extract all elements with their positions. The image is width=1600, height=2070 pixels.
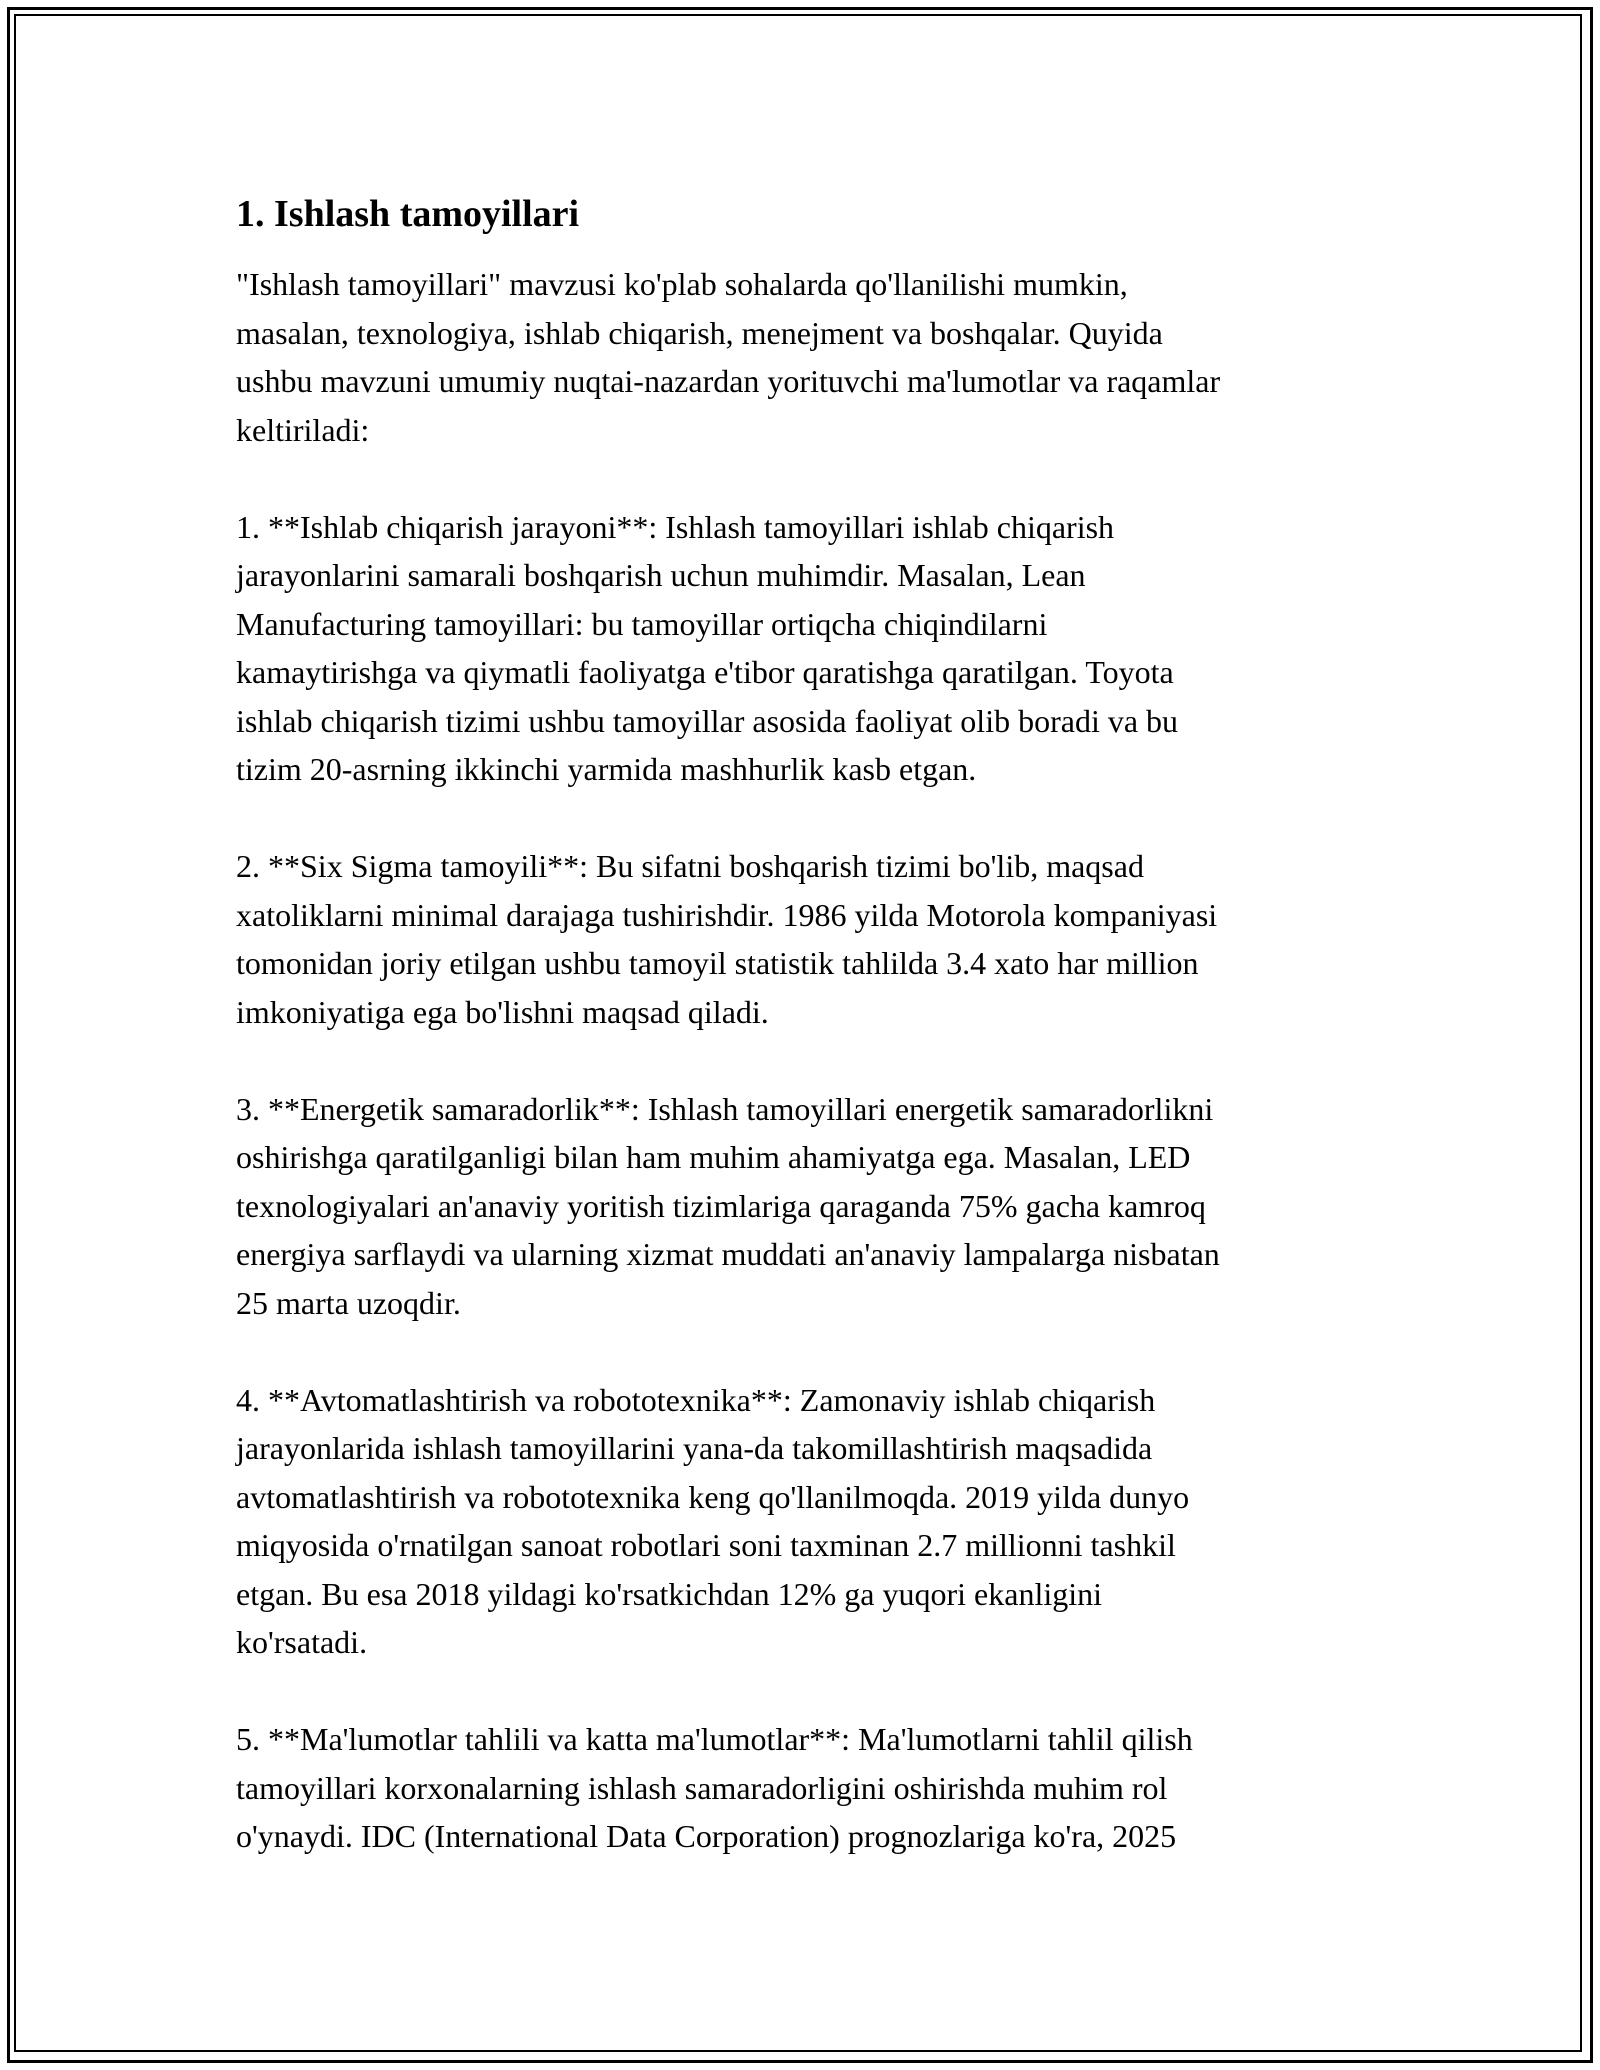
list-item-production-process: 1. **Ishlab chiqarish jarayoni**: Ishlash tamoyillari ishlab chiqarish jarayonlarini samarali boshqarish uchun muhimdir. Masalan, Lean Manufacturing tamoyillari: bu tamoyillar ortiqcha chiqindilarni kamaytirishga va qiymatli faoliyatga e'tibor qaratishga qaratilgan. Toyota ishlab chiqarish tizimi ushbu tamoyillar asosida faoliyat olib boradi va bu tizim 20-asrning ikkinchi yarmida mashhurlik kasb etgan. xyxy=(236,508,1179,787)
list-item-data-analysis: 5. **Ma'lumotlar tahlili va katta ma'lumotlar**: Ma'lumotlarni tahlil qilish tamoyillari korxonalarning ishlash samaradorligini oshirishda muhim rol o'ynaydi. IDC (International Data Corporation) prognozlariga ko'ra, 2025 xyxy=(236,1721,1193,1854)
document-body xyxy=(236,188,1376,1861)
section-heading: 1. Ishlash tamoyillari xyxy=(236,193,580,235)
intro-paragraph: "Ishlash tamoyillari" mavzusi ko'plab sohalarda qo'llanilishi mumkin, masalan, texnologiya, ishlab chiqarish, menejment va boshqalar. Quyida ushbu mavzuni umumiy nuqtai-nazardan yorituvchi ma'lumotlar va raqamlar keltiriladi: xyxy=(236,266,1221,448)
list-item-automation-robotics: 4. **Avtomatlashtirish va robototexnika**: Zamonaviy ishlab chiqarish jarayonlarida ishlash tamoyillarini yana-da takomillashtirish maqsadida avtomatlashtirish va robototexnika keng qo'llanilmoqda. 2019 yilda dunyo miqyosida o'rnatilgan sanoat robotlari soni taxminan 2.7 millionni tashkil etgan. Bu esa 2018 yildagi ko'rsatkichdan 12% ga yuqori ekanligini ko'rsatadi. xyxy=(236,1381,1190,1660)
list-item-six-sigma: 2. **Six Sigma tamoyili**: Bu sifatni boshqarish tizimi bo'lib, maqsad xatoliklarni minimal darajaga tushirishdir. 1986 yilda Motorola kompaniyasi tomonidan joriy etilgan ushbu tamoyil statistik tahlilda 3.4 xato har million imkoniyatiga ega bo'lishni maqsad qiladi. xyxy=(236,848,1218,1030)
list-item-energy-efficiency: 3. **Energetik samaradorlik**: Ishlash tamoyillari energetik samaradorlikni oshirishga qaratilganligi bilan ham muhim ahamiyatga ega. Masalan, LED texnologiyalari an'anaviy yoritish tizimlariga qaraganda 75% gacha kamroq energiya sarflaydi va ularning xizmat muddati an'anaviy lampalarga nisbatan 25 marta uzoqdir. xyxy=(236,1090,1220,1321)
